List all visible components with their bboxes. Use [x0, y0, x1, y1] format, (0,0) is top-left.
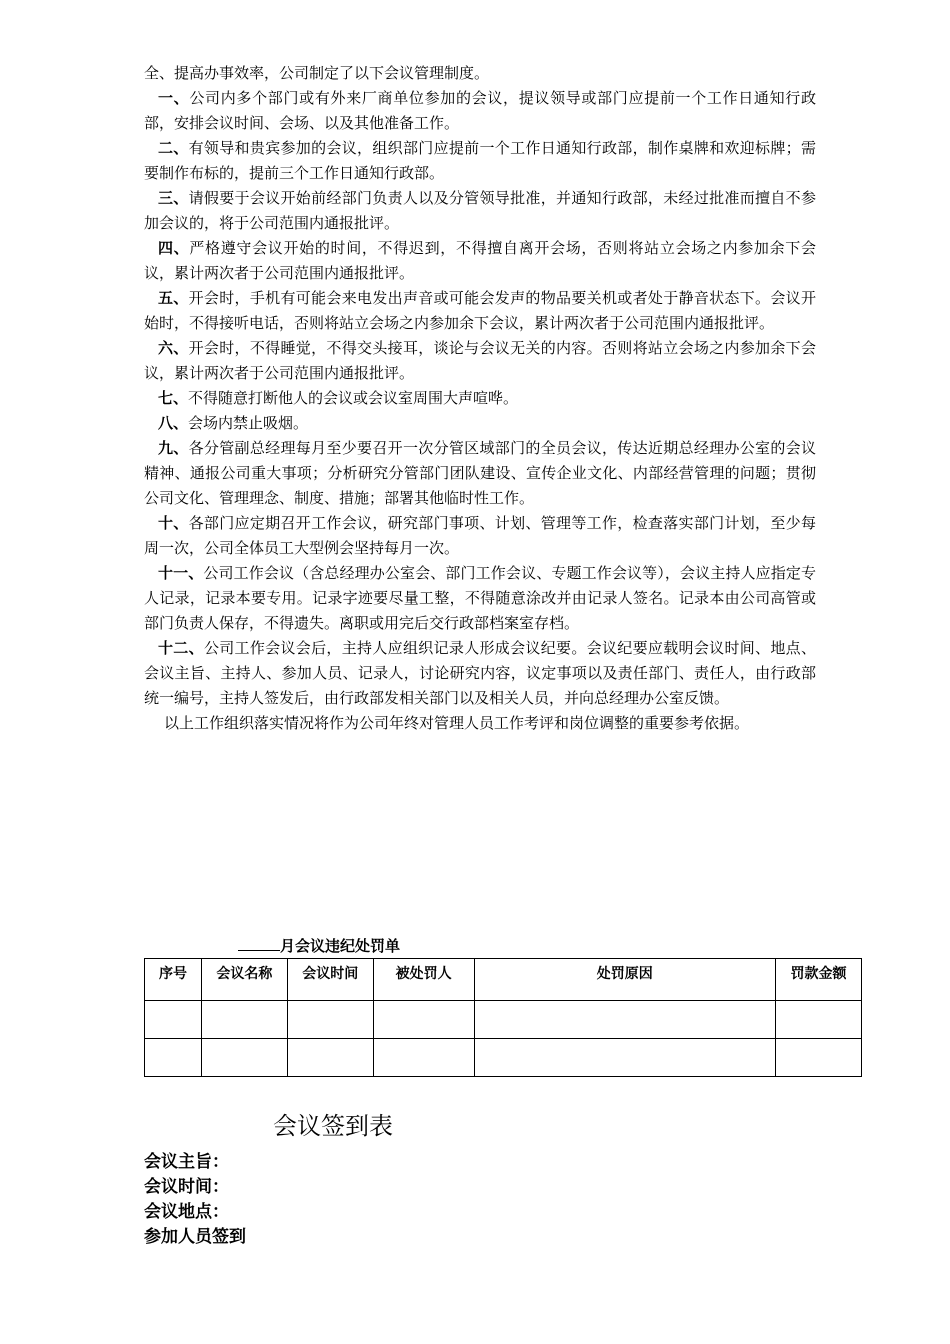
penalty-form-title: 月会议违纪处罚单 [238, 935, 400, 956]
table-row [145, 1001, 862, 1039]
rule-8: 八、会场内禁止吸烟。 [158, 414, 309, 432]
sign-sheet-fields [144, 1150, 246, 1250]
col-seq: 序号 [145, 959, 202, 1001]
rule-10: 十、各部门应定期召开工作会议，研究部门事项、计划、管理等工作，检查落实部门计划，至少每周一次，公司全体员工大型例会坚持每月一次。 [144, 514, 816, 557]
field-meeting-location: 会议地点： [144, 1202, 229, 1222]
rule-3: 三、请假要于会议开始前经部门负责人以及分管领导批准，并通知行政部，未经过批准而擅自不参加会议的，将于公司范围内通报批评。 [144, 189, 816, 232]
table-cell[interactable] [776, 1001, 862, 1039]
table-cell[interactable] [145, 1039, 202, 1077]
table-cell[interactable] [287, 1039, 373, 1077]
col-fine-amount: 罚款金额 [776, 959, 862, 1001]
rule-2: 二、有领导和贵宾参加的会议，组织部门应提前一个工作日通知行政部，制作桌牌和欢迎标牌；需要制作布标的，提前三个工作日通知行政部。 [144, 139, 816, 182]
sign-sheet-title: 会议签到表 [273, 1112, 393, 1140]
rule-1: 一、公司内多个部门或有外来厂商单位参加的会议，提议领导或部门应提前一个工作日通知行政部，安排会议时间、会场、以及其他准备工作。 [144, 89, 816, 132]
rule-4: 四、严格遵守会议开始的时间，不得迟到，不得擅自离开会场，否则将站立会场之内参加余下会议，累计两次者于公司范围内通报批评。 [144, 239, 816, 282]
col-meeting-time: 会议时间 [287, 959, 373, 1001]
rule-5: 五、开会时，手机有可能会来电发出声音或可能会发声的物品要关机或者处于静音状态下。会议开始时，不得接听电话，否则将站立会场之内参加余下会议，累计两次者于公司范围内通报批评。 [144, 289, 816, 332]
table-cell[interactable] [474, 1001, 776, 1039]
table-cell[interactable] [287, 1001, 373, 1039]
rules-section [144, 61, 816, 736]
rule-9: 九、各分管副总经理每月至少要召开一次分管区域部门的全员会议，传达近期总经理办公室的会议精神、通报公司重大事项；分析研究分管部门团队建设、宣传企业文化、内部经营管理的问题；贯彻公司文化、管理理念、制度、措施；部署其他临时性工作。 [144, 439, 816, 507]
col-penalized-person: 被处罚人 [373, 959, 474, 1001]
field-meeting-time: 会议时间： [144, 1177, 229, 1197]
rule-intro: 全、提高办事效率，公司制定了以下会议管理制度。 [144, 64, 490, 82]
rule-12: 十二、公司工作会议会后，主持人应组织记录人形成会议纪要。会议纪要应载明会议时间、地点、会议主旨、主持人、参加人员、记录人，讨论研究内容，议定事项以及责任部门、责任人，由行政部统一编号，主持人签发后，由行政部发相关部门以及相关人员，并向总经理办公室反馈。 [144, 639, 816, 707]
table-row [145, 1039, 862, 1077]
table-cell[interactable] [145, 1001, 202, 1039]
table-cell[interactable] [776, 1039, 862, 1077]
penalty-header-row [145, 959, 862, 1001]
rule-7: 七、不得随意打断他人的会议或会议室周围大声喧哗。 [158, 389, 519, 407]
table-cell[interactable] [201, 1001, 287, 1039]
month-blank [238, 936, 280, 951]
field-meeting-purpose: 会议主旨： [144, 1152, 229, 1172]
penalty-table [144, 958, 862, 1077]
table-cell[interactable] [474, 1039, 776, 1077]
table-cell[interactable] [201, 1039, 287, 1077]
rule-conclusion: 以上工作组织落实情况将作为公司年终对管理人员工作考评和岗位调整的重要参考依据。 [164, 714, 750, 732]
col-meeting-name: 会议名称 [201, 959, 287, 1001]
rule-6: 六、开会时，不得睡觉，不得交头接耳，谈论与会议无关的内容。否则将站立会场之内参加余下会议，累计两次者于公司范围内通报批评。 [144, 339, 816, 382]
table-cell[interactable] [373, 1001, 474, 1039]
field-attendee-signin: 参加人员签到 [144, 1227, 246, 1247]
table-cell[interactable] [373, 1039, 474, 1077]
rule-11: 十一、公司工作会议（含总经理办公室会、部门工作会议、专题工作会议等），会议主持人应指定专人记录，记录本要专用。记录字迹要尽量工整，不得随意涂改并由记录人签名。记录本由公司高管或部门负责人保存，不得遗失。离职或用完后交行政部档案室存档。 [144, 564, 816, 632]
col-penalty-reason: 处罚原因 [474, 959, 776, 1001]
